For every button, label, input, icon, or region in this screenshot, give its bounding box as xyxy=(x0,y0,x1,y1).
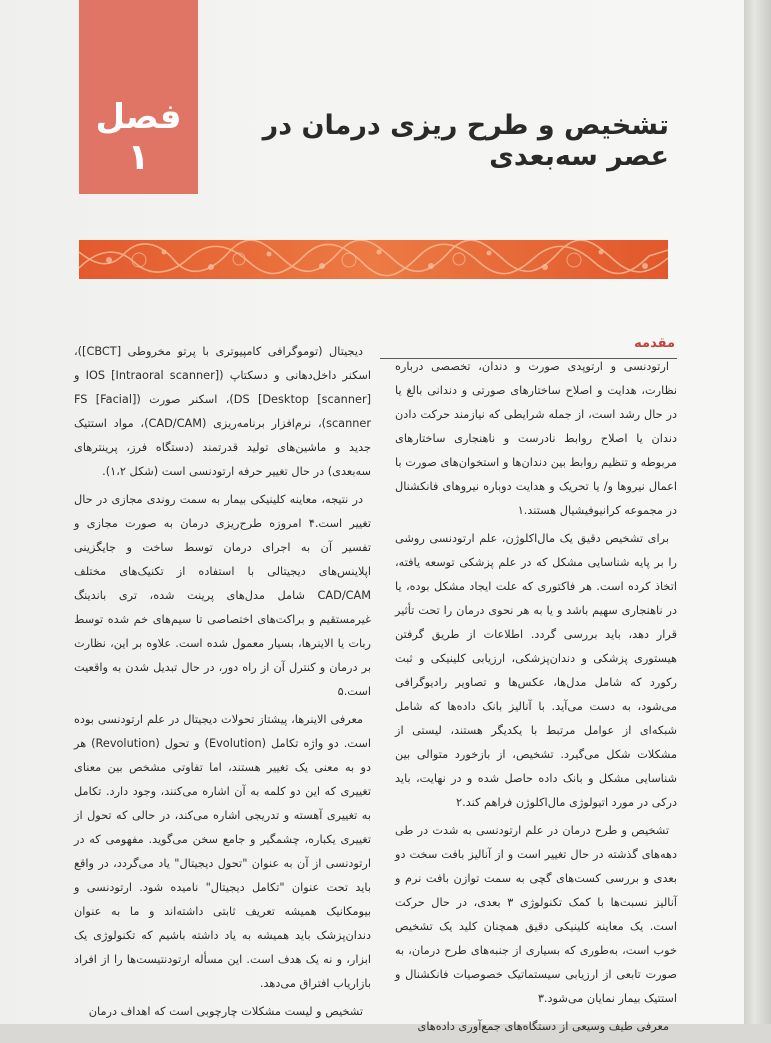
paragraph: تشخیص و لیست مشکلات چارچوبی است که اهداف درمان xyxy=(88,1005,363,1018)
paragraph: معرفی الاینرها، پیشتاز تحولات دیجیتال در علم ارتودنسی بوده است. دو واژه تکامل (Evolution) و تحول (Revolution) هر دو به معنی یک تغییر هستند، اما تفاوتی مشخص بین معنای تغییری که این دو کلمه به آن اشاره می‌کنند، وجود دارد. تکامل به تغییری آهسته و تدریجی اشاره می‌کند، در حالی که تحول از تغییری یکباره، چشمگیر و جامع سخن می‌گوید. مفهومی که در ارتودنسی از آن به عنوان "تحول دیجیتال" یاد می‌گردد، در واقع باید تحت عنوان "تکامل دیجیتال" نامیده شود. ارتودنسی و بیومکانیک همیشه تعریف ثابتی داشته‌اند و ما به عنوان دندان‌پزشک باید همیشه به یاد داشته باشیم که تکنولوژی یک ابزار، و نه یک هدف است. این مسأله ارتودنتیست‌ها را از افراد بازاریاب افتراق می‌دهد. xyxy=(74,713,371,990)
paragraph: برای تشخیص دقیق یک مال‌اکلوژن، علم ارتودنسی روشی را بر پایه شناسایی مشکل که در علم پزشکی توسعه یافته، اتخاذ کرده است. هر فاکتوری که علت ایجاد مشکل بوده، یا در ناهنجاری سهیم باشد و یا به هر نحوی درمان را تحت تأثیر قرار دهد، باید بررسی گردد. اطلاعات از طریق گرفتن هیستوری پزشکی و دندان‌پزشکی، ارزیابی کلینیکی و ثبت رکورد که شامل مدل‌ها، عکس‌ها و تصاویر رادیوگرافی می‌شود، به دست می‌آید. با آنالیز بانک داده‌ها که شامل شبکه‌ای از عوامل مرتبط با یکدیگر هستند، لیستی از مشکلات شکل می‌گیرد. تشخیص، از بازخورد متوالی بین شناسایی مشکل و بانک داده حاصل شده و در نهایت، باید درکی در مورد اتیولوژی مال‌اکلوژن فراهم کند.۲ xyxy=(395,532,677,809)
section-heading-text: مقدمه xyxy=(634,336,675,351)
paragraph: در نتیجه، معاینه کلینیکی بیمار به سمت روندی مجازی در حال تغییر است.۴ امروزه طرح‌ریزی درمان به صورت مجازی و تفسیر آن به اجرای درمان توسط ساخت و جایگزینی اپلاینس‌های دیجیتالی با استفاده از تکنیک‌های مختلف CAD/CAM شامل مدل‌های پرینت شده، تری باندینگ غیرمستقیم و براکت‌های اختصاصی تا سیم‌های خم شده توسط ربات یا الاینرها، بسیار معمول شده است. علاوه بر این، نظارت بر درمان و کنترل آن از راه دور، در حال تبدیل شدن به واقعیت است.۵ xyxy=(74,493,371,698)
paragraph: معرفی طیف وسیعی از دستگاه‌های جمع‌آوری داده‌های xyxy=(417,1020,669,1033)
right-column xyxy=(395,355,677,1043)
chapter-label-box xyxy=(79,0,198,194)
chapter-word: فصل xyxy=(95,97,182,138)
left-column xyxy=(74,340,371,1028)
chapter-title: تشخیص و طرح ریزی درمان در عصر سه‌بعدی xyxy=(262,110,669,172)
chapter-number: ۱ xyxy=(127,137,150,179)
paragraph: دیجیتال (توموگرافی کامپیوتری با پرتو مخروطی [CBCT])، اسکنر داخل‌دهانی و دسکتاپ ([IOS [Intraoral scanner و DS [Desktop [scanner])، اسکنر صورت ([FS [Facial scanner)، نرم‌افزار برنامه‌ریزی (CAD/CAM)، مواد استتیک جدید و ماشین‌های تولید قدرتمند (دستگاه فرز، پرینترهای سه‌بعدی) در حال تغییر حرفه ارتودنسی است (شکل ۱،۲). xyxy=(74,345,372,478)
paragraph: ارتودنسی و ارتوپدی صورت و دندان، تخصصی درباره نظارت، هدایت و اصلاح ساختارهای صورتی و دندانی بالغ یا در حال رشد است، از جمله شرایطی که نیازمند حرکت دادن دندان یا اصلاح روابط نادرست و ناهنجاری ساختارهای مربوطه و تنظیم روابط بین دندان‌ها و استخوان‌های صورت با اعمال نیروها و/ یا تحریک و هدایت دوباره نیروهای فانکشنال در مجموعه کرانیوفیشیال هستند.۱ xyxy=(395,360,677,517)
decorative-banner xyxy=(79,240,668,279)
paragraph: تشخیص و طرح درمان در علم ارتودنسی به شدت در طی دهه‌های گذشته در حال تغییر است و از آنالیز بافت سخت دو بعدی و بررسی کست‌های گچی به سمت توازن بافت نرم و آنالیز نسبت‌ها با کمک تکنولوژی ۳ بعدی، در حال حرکت است. یک معاینه کلینیکی دقیق همچنان کلید یک تشخیص خوب است، به‌طوری که بسیاری از جنبه‌های طرح درمان، به صورت تابعی از ارزیابی سیستماتیک خصوصیات فانکشنال و استتیک بیمار نمایان می‌شود.۳ xyxy=(395,824,677,1005)
floral-pattern-icon xyxy=(79,240,668,279)
page-edge xyxy=(744,0,771,1024)
